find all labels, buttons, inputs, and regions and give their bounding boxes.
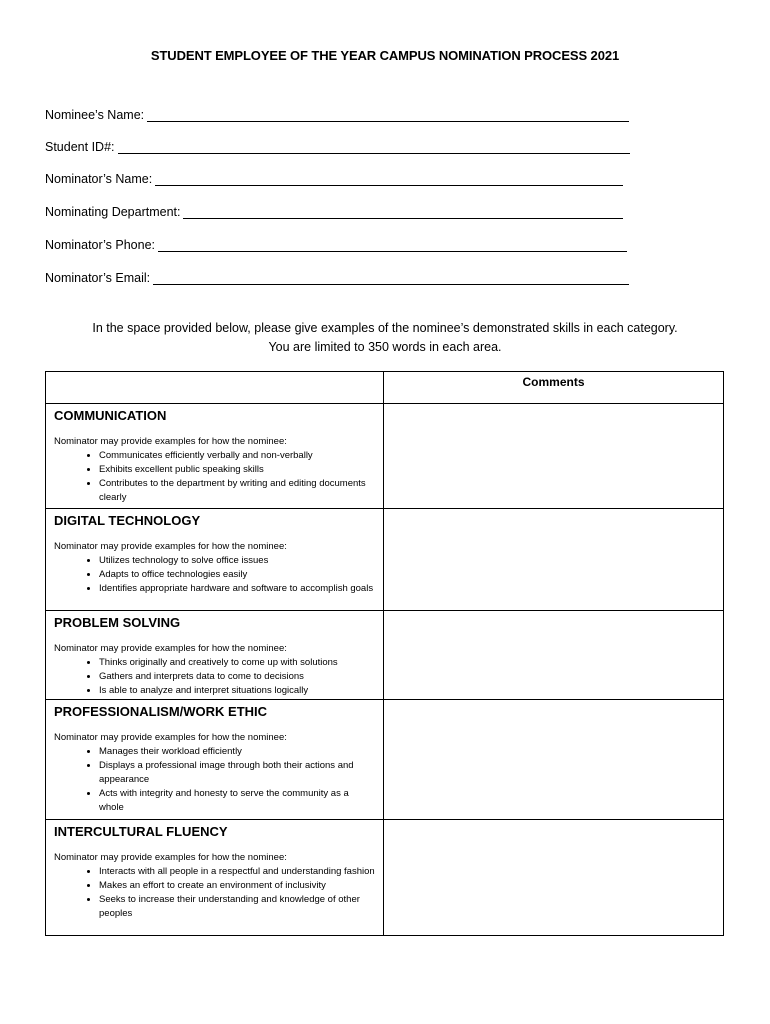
- table-row: [46, 509, 724, 611]
- list-item: • Identifies appropriate hardware and software to accomplish goals: [99, 582, 375, 596]
- category-intro: Nominator may provide examples for how the nominee:: [54, 436, 287, 447]
- category-intro: Nominator may provide examples for how the nominee:: [54, 643, 287, 654]
- list-item: • Exhibits excellent public speaking skills: [99, 463, 375, 477]
- category-bullets: [54, 656, 375, 698]
- category-bullets: [54, 449, 375, 505]
- list-item: • Communicates efficiently verbally and non-verbally: [99, 449, 375, 463]
- category-bullets: [54, 554, 375, 596]
- category-intro: Nominator may provide examples for how the nominee:: [54, 541, 287, 552]
- header-comments: Comments: [384, 372, 724, 404]
- header-category: [46, 372, 384, 404]
- category-cell: [46, 611, 384, 700]
- list-item: • Manages their workload efficiently: [99, 745, 375, 759]
- category-bullets: [54, 745, 375, 815]
- category-cell: [46, 509, 384, 611]
- list-item: • Contributes to the department by writing and editing documents clearly: [99, 477, 375, 505]
- nominator-email-label: Nominator’s Email:: [45, 271, 151, 285]
- instructions-line-1: In the space provided below, please give examples of the nominee’s demonstrated skills in each category.: [92, 321, 678, 335]
- nominee-name-field[interactable]: [45, 104, 629, 122]
- comments-cell[interactable]: [384, 509, 724, 611]
- list-item: • Thinks originally and creatively to come up with solutions: [99, 656, 375, 670]
- nominating-department-line[interactable]: [183, 204, 623, 219]
- category-title: INTERCULTURAL FLUENCY: [54, 824, 228, 839]
- list-item: • Displays a professional image through both their actions and appearance: [99, 759, 375, 787]
- instructions-line-2: You are limited to 350 words in each area.: [268, 340, 502, 354]
- list-item: • Gathers and interprets data to come to decisions: [99, 670, 375, 684]
- table-row: [46, 700, 724, 820]
- nominating-department-label: Nominating Department:: [45, 205, 181, 219]
- category-title: DIGITAL TECHNOLOGY: [54, 513, 201, 528]
- comments-cell[interactable]: [384, 820, 724, 936]
- nominator-phone-field[interactable]: [45, 234, 627, 252]
- list-item: • Utilizes technology to solve office issues: [99, 554, 375, 568]
- comments-cell[interactable]: [384, 700, 724, 820]
- table-row: [46, 611, 724, 700]
- table-row: [46, 404, 724, 509]
- nominator-email-line[interactable]: [153, 270, 629, 285]
- nominating-department-field[interactable]: [45, 201, 623, 219]
- list-item: • Adapts to office technologies easily: [99, 568, 375, 582]
- list-item: • Is able to analyze and interpret situations logically: [99, 684, 375, 698]
- page-title: STUDENT EMPLOYEE OF THE YEAR CAMPUS NOMINATION PROCESS 2021: [150, 48, 620, 63]
- list-item: • Acts with integrity and honesty to serve the community as a whole: [99, 787, 375, 815]
- list-item: • Interacts with all people in a respectful and understanding fashion: [99, 865, 375, 879]
- category-cell: [46, 700, 384, 820]
- table-header-row: [46, 372, 724, 404]
- category-title: COMMUNICATION: [54, 408, 167, 423]
- comments-cell[interactable]: [384, 611, 724, 700]
- category-cell: [46, 404, 384, 509]
- comments-cell[interactable]: [384, 404, 724, 509]
- category-cell: [46, 820, 384, 936]
- list-item: • Makes an effort to create an environment of inclusivity: [99, 879, 375, 893]
- category-intro: Nominator may provide examples for how the nominee:: [54, 852, 287, 863]
- student-id-line[interactable]: [118, 139, 630, 154]
- nominator-name-line[interactable]: [155, 171, 623, 186]
- category-title: PROBLEM SOLVING: [54, 615, 181, 630]
- nominee-name-line[interactable]: [147, 107, 629, 122]
- instructions: [0, 319, 770, 357]
- nominator-phone-line[interactable]: [158, 237, 627, 252]
- nominee-name-label: Nominee’s Name:: [45, 108, 145, 122]
- nominator-name-label: Nominator’s Name:: [45, 172, 153, 186]
- table-row: [46, 820, 724, 936]
- nominator-email-field[interactable]: [45, 267, 629, 285]
- category-title: PROFESSIONALISM/WORK ETHIC: [54, 704, 268, 719]
- skills-table: [45, 371, 724, 936]
- nominator-phone-label: Nominator’s Phone:: [45, 238, 156, 252]
- category-intro: Nominator may provide examples for how the nominee:: [54, 732, 287, 743]
- list-item: • Seeks to increase their understanding and knowledge of other peoples: [99, 893, 375, 921]
- student-id-field[interactable]: [45, 136, 630, 154]
- nominator-name-field[interactable]: [45, 168, 623, 186]
- category-bullets: [54, 865, 375, 921]
- student-id-label: Student ID#:: [45, 140, 115, 154]
